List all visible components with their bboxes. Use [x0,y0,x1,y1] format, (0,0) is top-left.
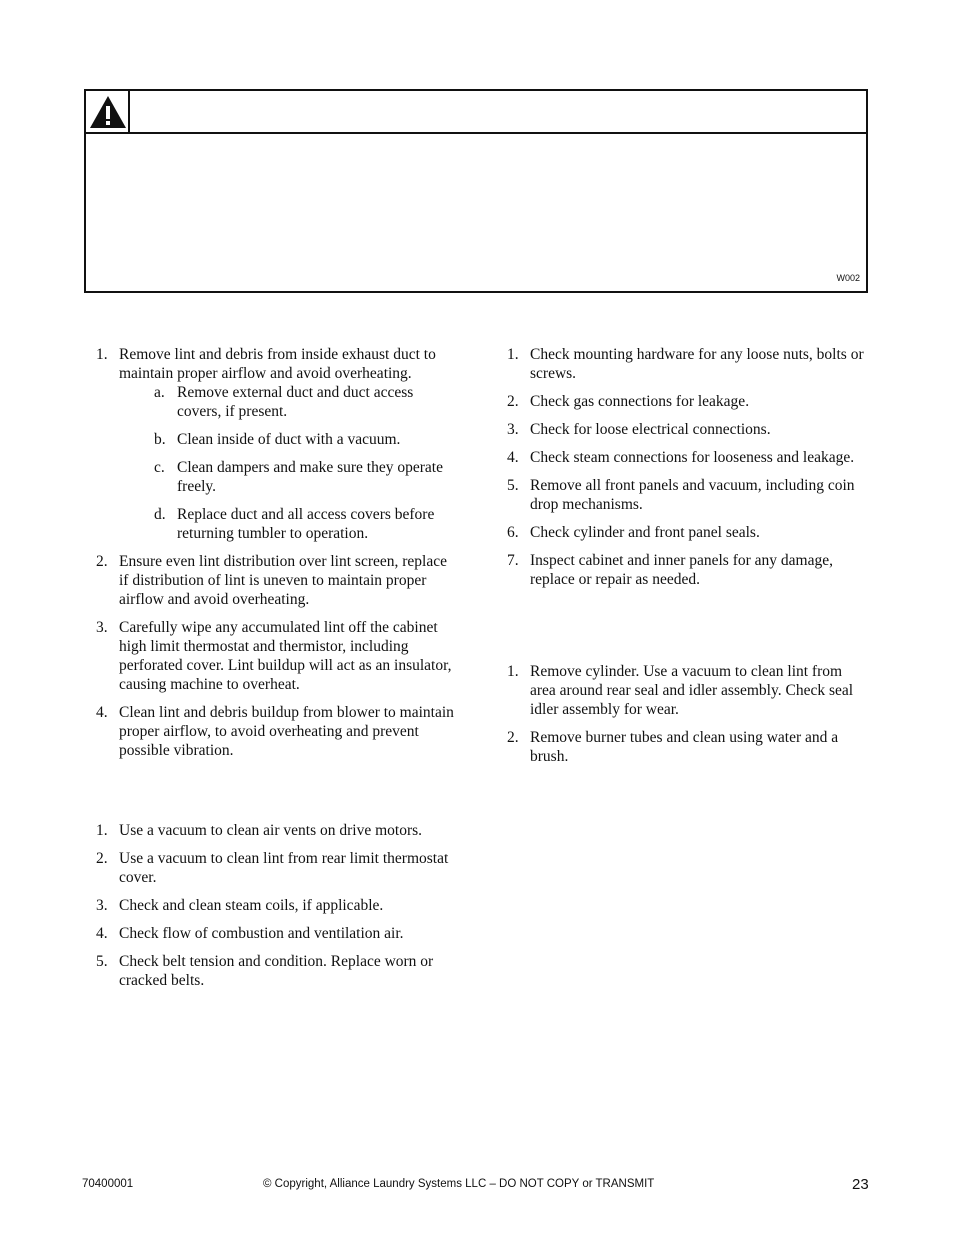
list-item: 5. Remove all front panels and vacuum, including coin drop mechanisms. [507,477,855,513]
warning-triangle-icon [89,95,127,129]
copyright-notice: © Copyright, Alliance Laundry Systems LLC – DO NOT COPY or TRANSMIT [263,1178,655,1190]
list-item: 2. Remove burner tubes and clean using water and a brush. [507,729,839,765]
list-item: 1. Remove lint and debris from inside exhaust duct to maintain proper airflow and avoid overheating. a. Remove external duct and duct access covers, if present. b. Clean inside of duct with a vacuum. c. Clean dampers and make sure they operate freely. d. Replace duct and all access covers before returning tumbler to operation. [84,345,454,543]
page-footer [0,1176,954,1196]
list-item: 2. Use a vacuum to clean lint from rear limit thermostat cover. [96,850,449,886]
warning-header [86,91,866,134]
sub-list-item: c. Clean dampers and make sure they operate freely. [154,459,443,495]
warning-box [84,89,868,293]
sub-list-item: a. Remove external duct and duct access covers, if present. [154,384,414,420]
sub-list-item: d. Replace duct and all access covers before returning tumbler to operation. [154,506,435,542]
sub-list-item: b. Clean inside of duct with a vacuum. [154,431,401,448]
sub-list [119,383,454,543]
list-item: 1. Use a vacuum to clean air vents on drive motors. [96,822,423,839]
list-item: 2. Ensure even lint distribution over lint screen, replace if distribution of lint is uneven to maintain proper airflow and avoid overheating. [96,553,447,608]
warning-code: W002 [836,273,860,283]
left-column-list-2 [84,821,454,999]
list-item: 3. Carefully wipe any accumulated lint off the cabinet high limit thermostat and thermistor, including perforated cover. Lint buildup will act as an insulator, causing machine to overheat. [96,619,452,693]
list-item: 6. Check cylinder and front panel seals. [507,524,760,541]
list-item: 4. Check flow of combustion and ventilation air. [96,925,404,942]
list-item: 2. Check gas connections for leakage. [507,393,750,410]
list-item: 1. Remove cylinder. Use a vacuum to clean lint from area around rear seal and idler assembly. Check seal idler assembly for wear. [507,663,854,718]
right-column-list-2 [495,662,865,775]
document-number: 70400001 [82,1178,134,1190]
right-column-list-1 [495,345,865,598]
warning-icon-cell [86,91,130,132]
list-item: 7. Inspect cabinet and inner panels for any damage, replace or repair as needed. [507,552,833,588]
list-item: 1. Check mounting hardware for any loose nuts, bolts or screws. [507,346,864,382]
list-item: 5. Check belt tension and condition. Replace worn or cracked belts. [96,953,434,989]
left-column-list-1 [84,345,454,769]
list-item: 3. Check and clean steam coils, if applicable. [96,897,384,914]
list-item: 3. Check for loose electrical connections. [507,421,771,438]
list-item: 4. Check steam connections for looseness and leakage. [507,449,855,466]
page-number: 23 [852,1176,869,1193]
list-item: 4. Clean lint and debris buildup from blower to maintain proper airflow, to avoid overheating and prevent possible vibration. [96,704,454,759]
